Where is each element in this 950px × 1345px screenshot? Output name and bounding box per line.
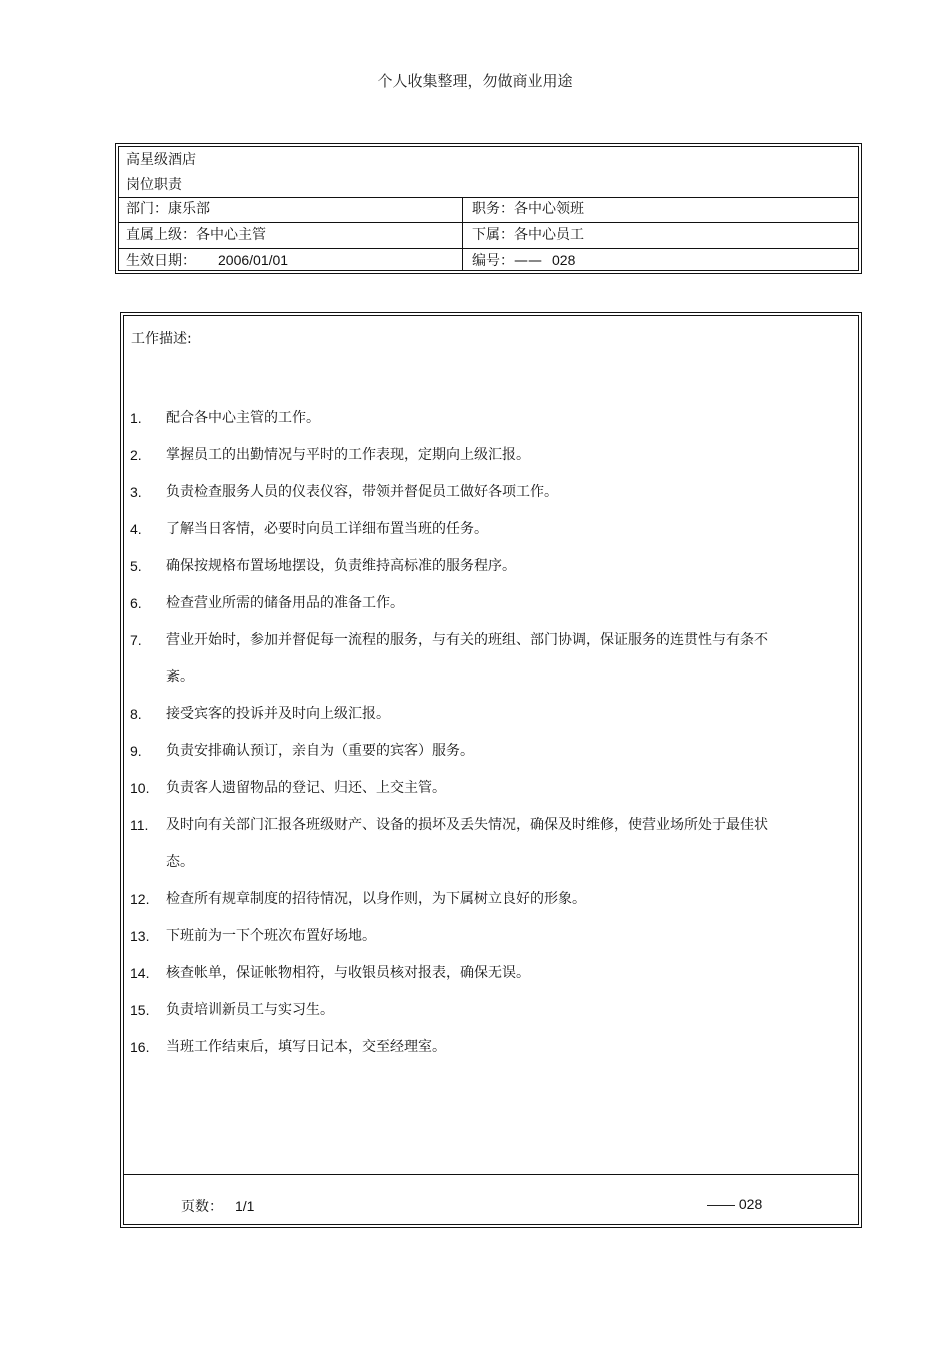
list-item	[124, 437, 858, 474]
job-description-box	[120, 312, 862, 1228]
job-info-table	[115, 143, 862, 274]
table-row	[119, 223, 858, 249]
watermark-text: 个人收集整理，勿做商业用途	[377, 72, 573, 90]
list-item	[124, 992, 858, 1029]
table-row	[119, 197, 858, 223]
list-item-text: 核查帐单，保证帐物相符，与收银员核对报表，确保无误。	[166, 965, 530, 981]
list-item-number: 8.	[130, 706, 142, 722]
list-item	[124, 881, 858, 918]
list-item-number: 2.	[130, 447, 142, 463]
list-item-text: 营业开始时，参加并督促每一流程的服务，与有关的班组、部门协调，保证服务的连贯性与有条不紊。	[166, 632, 768, 685]
list-item-number: 15.	[130, 1002, 150, 1018]
list-item-number: 3.	[130, 484, 142, 500]
superior-cell: 直属上级：各中心主管	[126, 227, 266, 243]
doc-type-title: 岗位职责	[126, 177, 182, 193]
list-item	[124, 918, 858, 955]
list-item	[124, 696, 858, 733]
list-item-text: 检查所有规章制度的招待情况，以身作则，为下属树立良好的形象。	[166, 891, 586, 907]
list-item-number: 6.	[130, 595, 142, 611]
effective-date-label: 生效日期：	[126, 253, 196, 269]
list-item	[124, 955, 858, 992]
footer-code: —— 028	[707, 1196, 763, 1212]
code-cell	[472, 248, 575, 273]
duty-list	[124, 400, 858, 1066]
list-item-text: 当班工作结束后，填写日记本，交至经理室。	[166, 1039, 446, 1055]
list-item-text: 掌握员工的出勤情况与平时的工作表现，定期向上级汇报。	[166, 447, 530, 463]
list-item-text: 负责检查服务人员的仪表仪容，带领并督促员工做好各项工作。	[166, 484, 558, 500]
document-title	[119, 147, 858, 198]
list-item-number: 5.	[130, 558, 142, 574]
list-item	[124, 400, 858, 437]
table-row	[119, 248, 858, 273]
list-item	[124, 1029, 858, 1066]
list-item-number: 7.	[130, 632, 142, 648]
list-item	[124, 548, 858, 585]
code-label: 编号：——	[472, 253, 542, 269]
list-item-text: 确保按规格布置场地摆设，负责维持高标准的服务程序。	[166, 558, 516, 574]
list-item-number: 4.	[130, 521, 142, 537]
effective-date-value: 2006/01/01	[218, 252, 289, 268]
list-item	[124, 511, 858, 548]
list-item-number: 16.	[130, 1039, 150, 1055]
list-item-number: 13.	[130, 928, 150, 944]
list-item	[124, 622, 858, 696]
position-cell: 职务：各中心领班	[472, 201, 584, 217]
list-item	[124, 474, 858, 511]
list-item-text: 负责客人遗留物品的登记、归还、上交主管。	[166, 780, 446, 796]
list-item	[124, 807, 858, 881]
page-count	[181, 1196, 254, 1216]
code-value: 028	[552, 252, 576, 268]
list-item-text: 负责安排确认预订，亲自为（重要的宾客）服务。	[166, 743, 474, 759]
list-item-number: 12.	[130, 891, 150, 907]
department-cell: 部门：康乐部	[126, 201, 210, 217]
list-item-number: 11.	[130, 817, 149, 833]
list-item-text: 下班前为一下个班次布置好场地。	[166, 928, 376, 944]
list-item-number: 9.	[130, 743, 142, 759]
list-item-number: 1.	[130, 410, 142, 426]
page-count-value: 1/1	[235, 1198, 255, 1214]
list-item	[124, 733, 858, 770]
subordinate-cell: 下属：各中心员工	[472, 227, 584, 243]
hotel-title: 高星级酒店	[126, 152, 196, 168]
description-label: 工作描述:	[131, 331, 192, 347]
list-item-text: 及时向有关部门汇报各班级财产、设备的损坏及丢失情况，确保及时维修，使营业场所处于最佳状态。	[166, 817, 768, 870]
list-item-text: 配合各中心主管的工作。	[166, 410, 320, 426]
list-item-text: 接受宾客的投诉并及时向上级汇报。	[166, 706, 390, 722]
effective-date-cell	[126, 248, 288, 273]
list-item	[124, 770, 858, 807]
list-item-text: 负责培训新员工与实习生。	[166, 1002, 334, 1018]
page-count-label: 页数：	[181, 1199, 223, 1215]
list-item-number: 14.	[130, 965, 150, 981]
list-item-number: 10.	[130, 780, 150, 796]
list-item	[124, 585, 858, 622]
list-item-text: 了解当日客情，必要时向员工详细布置当班的任务。	[166, 521, 488, 537]
list-item-text: 检查营业所需的储备用品的准备工作。	[166, 595, 404, 611]
